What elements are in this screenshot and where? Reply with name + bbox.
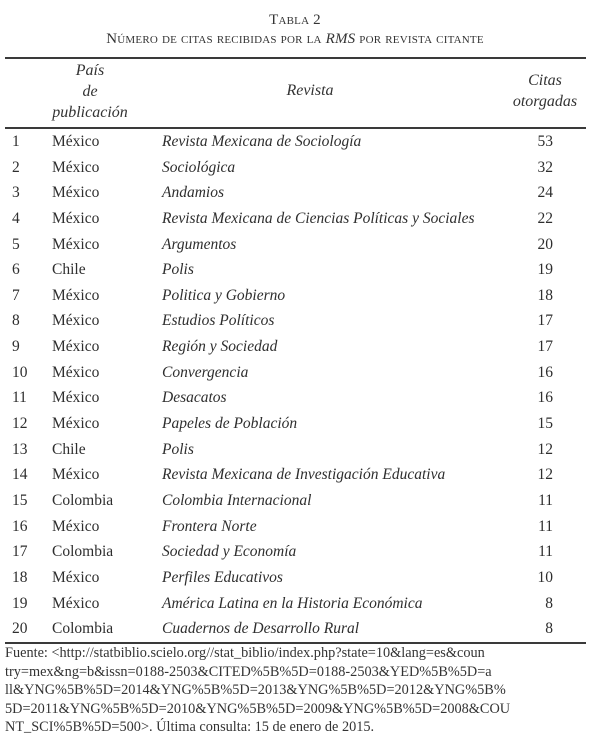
table-row <box>0 181 600 207</box>
row-country: México <box>52 133 100 150</box>
row-count: 16 <box>537 389 553 407</box>
row-number: 2 <box>12 158 20 176</box>
row-journal: Perfiles Educativos <box>162 568 283 586</box>
source-line: Fuente: <http://statbiblio.scielo.org//stat_biblio/index.php?state=10&lang=es&coun <box>5 645 485 661</box>
row-count: 16 <box>537 363 553 381</box>
row-country: Colombia <box>52 543 114 561</box>
row-country: México <box>52 466 100 484</box>
row-count: 8 <box>545 594 553 612</box>
table-row <box>0 463 600 489</box>
row-country: Chile <box>52 261 86 279</box>
table-row <box>0 592 600 618</box>
row-country: México <box>52 286 100 304</box>
row-journal: Frontera Norte <box>162 517 257 535</box>
table-title <box>0 31 590 48</box>
row-number: 11 <box>12 389 27 407</box>
header-journal: Revista <box>286 82 334 99</box>
table-row <box>0 284 600 310</box>
row-count: 11 <box>538 491 553 509</box>
row-number: 4 <box>12 209 20 227</box>
row-journal: Estudios Políticos <box>162 312 275 330</box>
row-count: 8 <box>545 620 553 638</box>
row-country: México <box>52 568 100 586</box>
row-count: 20 <box>537 235 553 253</box>
header-rule <box>5 127 586 129</box>
table-title-before: Número de citas recibidas por la <box>106 31 326 47</box>
source-line: ll&YNG%5B%5D=2014&YNG%5B%5D=2013&YNG%5B%5D=2012&YNG%5B% <box>5 682 506 699</box>
row-number: 5 <box>12 235 20 253</box>
row-number: 18 <box>12 568 28 586</box>
table-row <box>0 489 600 515</box>
table-row <box>0 309 600 335</box>
row-country: México <box>52 363 100 381</box>
row-count: 22 <box>537 209 553 227</box>
row-country: México <box>52 594 100 612</box>
row-number: 7 <box>12 286 20 304</box>
header-country-line2: de <box>82 83 98 100</box>
row-number: 3 <box>12 184 20 202</box>
row-country: México <box>52 338 100 356</box>
row-journal: Andamios <box>162 184 224 202</box>
table-row <box>0 130 600 156</box>
table-row <box>0 335 600 361</box>
row-count: 53 <box>537 133 553 150</box>
row-number: 9 <box>12 338 20 356</box>
row-journal: Revista Mexicana de Sociología <box>162 133 362 150</box>
row-count: 11 <box>538 517 553 535</box>
table-row <box>0 207 600 233</box>
row-count: 10 <box>537 568 553 586</box>
row-country: México <box>52 158 100 176</box>
source-line: 5D=2011&YNG%5B%5D=2010&YNG%5B%5D=2009&YNG%5B%5D=2008&COU <box>5 700 511 717</box>
table-row <box>0 438 600 464</box>
row-journal: Revista Mexicana de Ciencias Políticas y Sociales <box>162 209 475 227</box>
table-row <box>0 386 600 412</box>
header-country-line1: País <box>75 62 105 79</box>
row-count: 12 <box>537 440 553 458</box>
row-journal: Politica y Gobierno <box>162 286 286 304</box>
row-count: 17 <box>537 338 553 356</box>
table-row <box>0 617 600 643</box>
row-journal: Cuadernos de Desarrollo Rural <box>162 620 360 638</box>
row-country: Colombia <box>52 620 114 638</box>
row-journal: Convergencia <box>162 363 249 381</box>
source-note <box>5 644 590 737</box>
source-line: try=mex&ng=b&issn=0188-2503&CITED%5B%5D=0188-2503&YED%5B%5D=a <box>5 663 492 680</box>
row-country: México <box>52 312 100 330</box>
table-row <box>0 233 600 259</box>
top-rule <box>5 57 586 59</box>
table-title-rms: RMS <box>325 31 356 47</box>
row-country: México <box>52 184 100 202</box>
header-country-line3: publicación <box>52 104 128 121</box>
row-journal: Colombia Internacional <box>162 491 312 509</box>
row-number: 6 <box>12 261 20 279</box>
row-journal: Polis <box>162 261 194 279</box>
row-count: 18 <box>537 286 553 304</box>
table-body <box>0 130 600 643</box>
row-journal: Sociedad y Economía <box>162 543 297 561</box>
row-journal: Desacatos <box>162 389 227 407</box>
header-count <box>500 70 590 112</box>
row-number: 14 <box>12 466 28 484</box>
table-row <box>0 361 600 387</box>
row-count: 17 <box>537 312 553 330</box>
header-count-line2: otorgadas <box>512 93 578 110</box>
row-number: 8 <box>12 312 20 330</box>
row-count: 32 <box>537 158 553 176</box>
row-count: 15 <box>537 415 553 433</box>
table-row <box>0 258 600 284</box>
row-journal: Papeles de Población <box>162 415 298 433</box>
row-journal: Revista Mexicana de Investigación Educativa <box>162 466 446 484</box>
row-country: México <box>52 415 100 433</box>
row-number: 19 <box>12 594 28 612</box>
row-number: 15 <box>12 491 28 509</box>
table-row <box>0 566 600 592</box>
row-country: México <box>52 517 100 535</box>
row-journal: Argumentos <box>162 235 237 253</box>
source-line: NT_SCI%5B%5D=500>. Última consulta: 15 de enero de 2015. <box>5 719 375 736</box>
row-country: México <box>52 389 100 407</box>
row-journal: Región y Sociedad <box>162 338 278 356</box>
table-row <box>0 156 600 182</box>
row-country: Chile <box>52 440 86 458</box>
row-country: México <box>52 235 100 253</box>
header-country <box>40 60 140 123</box>
row-count: 12 <box>537 466 553 484</box>
row-country: México <box>52 209 100 227</box>
row-number: 20 <box>12 620 28 638</box>
table-title-after: por revista citante <box>355 31 484 47</box>
table-row <box>0 515 600 541</box>
row-number: 17 <box>12 543 28 561</box>
table-row <box>0 540 600 566</box>
row-journal: Sociológica <box>162 158 236 176</box>
row-number: 13 <box>12 440 28 458</box>
row-number: 12 <box>12 415 28 433</box>
row-journal: Polis <box>162 440 194 458</box>
table-row <box>0 412 600 438</box>
row-number: 1 <box>12 133 20 150</box>
table-label: Tabla 2 <box>269 12 321 28</box>
header-count-line1: Citas <box>528 72 562 89</box>
row-country: Colombia <box>52 491 114 509</box>
row-journal: América Latina en la Historia Económica <box>162 594 423 612</box>
row-count: 11 <box>538 543 553 561</box>
row-count: 24 <box>537 184 553 202</box>
row-number: 16 <box>12 517 28 535</box>
row-number: 10 <box>12 363 28 381</box>
row-count: 19 <box>537 261 553 279</box>
